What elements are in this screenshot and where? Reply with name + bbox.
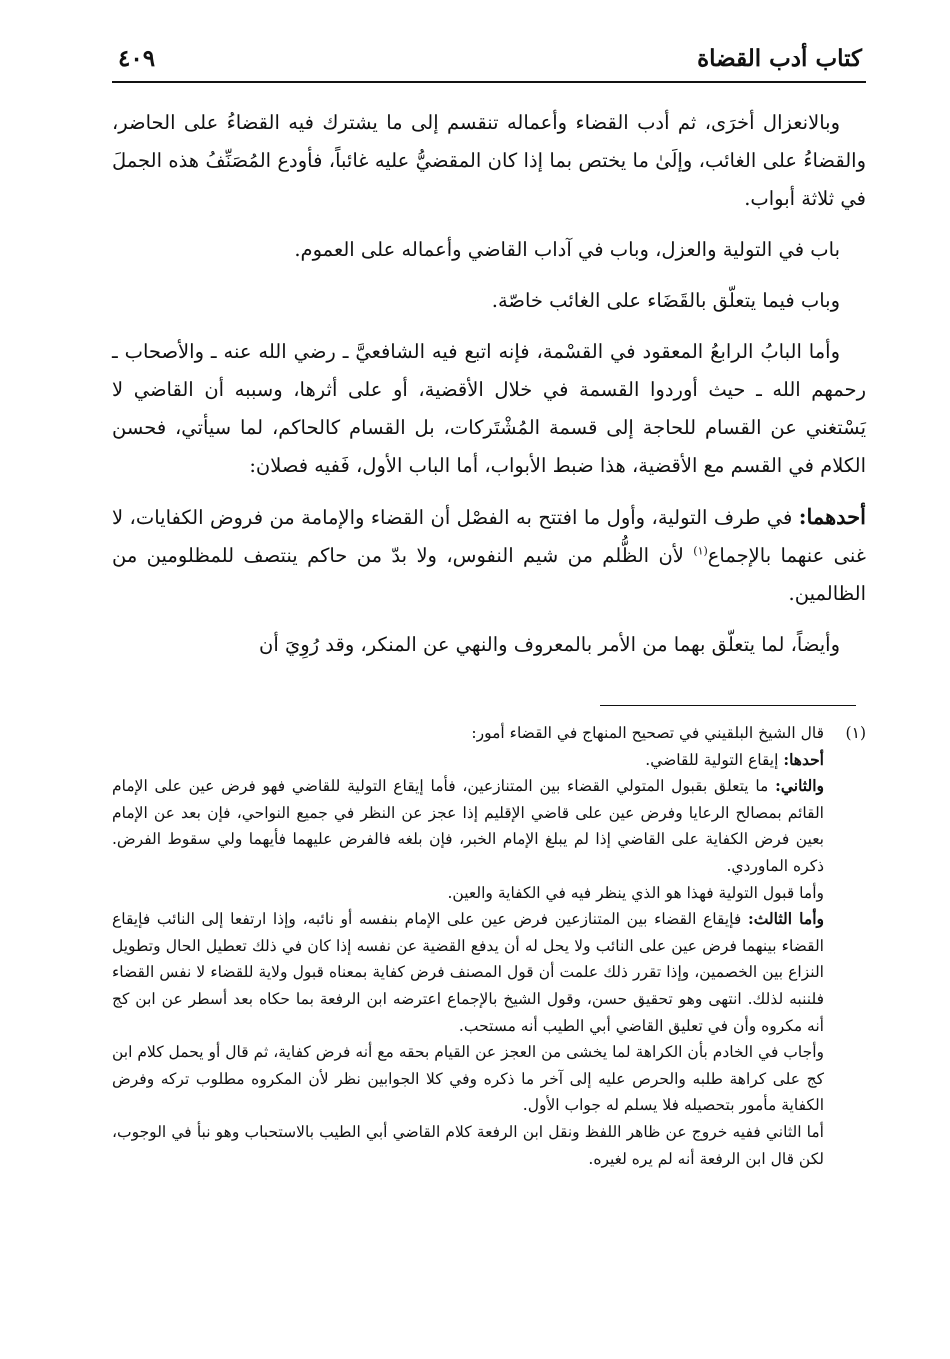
footnote-second-lead: والثاني: (775, 776, 824, 796)
running-header (118, 38, 862, 78)
section-lead: أحدهما: (798, 504, 866, 529)
footnote-second-text: ما يتعلق بقبول المتولي القضاء بين المتنازعين، فأما إيقاع التولية للقاضي فهو فرض عين على الإمام القائم بمصالح الرعايا وفرض عين على قاضي الإقليم إذا عجز عن النظر في جميع النواحي، فإن بعد عن الإمام بعين فرض الكفاية على القاضي إذا لم يبلغ الإمام الخبر، فإن بلغه فالفرض عليهما فأيهما ولي سقوط الفرض. ذكره الماوردي. (112, 777, 824, 875)
footnote-second-more: وأما قبول التولية فهذا هو الذي ينظر فيه في الكفاية والعين. (447, 883, 824, 902)
footnote-rule (600, 705, 856, 706)
paragraph-first-section (112, 498, 866, 613)
footnote-second (112, 773, 824, 879)
footnote-number: (١) (845, 724, 866, 742)
footnote-intro: قال الشيخ البلقيني في تصحيح المنهاج في القضاء أمور: (471, 724, 824, 742)
main-text (112, 104, 866, 664)
paragraph: وبالانعزال أخرَى، ثم أدب القضاء وأعماله تنقسم إلى ما يشترك فيه القضاءُ على الحاضر، والقضاءُ على الغائب، وإلَىٰ ما يختص بما إذا كان المقضيُّ عليه غائباً، فأودع المُصَنِّفُ هذه الجملَ في ثلاثة أبواب. (112, 111, 866, 210)
footnote-first-text: إيقاع التولية للقاضي. (645, 750, 784, 769)
footnote-answer: وأجاب في الخادم بأن الكراهة لما يخشى من العجز عن القيام بحقه مع أنه فرض كفاية، ثم قال أو يحمل كلام ابن كج على كراهة طلبه والحرص عليه إلى آخر ما ذكره وفي كلا الجوابين نظر لأن المكروه مطلوب تركه وفرض الكفاية مأمور بتحصيله فلا يسلم له جواب الأول. (112, 1043, 824, 1115)
section-text-continued: لأن الظُّلم من شيم النفوس، ولا بدّ من حاكم ينتصف للمظلومين من الظالمين. (112, 544, 866, 605)
footnote-reference[interactable]: (١) (693, 544, 708, 558)
page-number: ٤٠٩ (118, 44, 156, 72)
footnote-first-lead: أحدها: (783, 749, 824, 769)
footnote-body (112, 720, 824, 1172)
footnote-first (112, 747, 824, 774)
header-rule (112, 81, 866, 83)
paragraph: وأما البابُ الرابعُ المعقود في القسْمة، فإنه اتبع فيه الشافعيَّ ـ رضي الله عنه ـ والأصحاب ـ رحمهم الله ـ حيث أوردوا القسمة في خلال الأقضية، أو على أثرها، وسببه أن القاضي لا يَسْتغني عن القسام للحاجة إلى قسمة المُشْتَركات، بل القسام كالحاكم، لما سيأتي، فحسن الكلام في القسم مع الأقضية، هذا ضبط الأبواب، أما الباب الأول، فَفيه فصلان: (112, 340, 866, 477)
footnote-third-lead: وأما الثالث: (747, 909, 824, 929)
paragraph: وأيضاً، لما يتعلّق بهما من الأمر بالمعروف والنهي عن المنكر، وقد رُوِيَ أن (259, 633, 840, 656)
paragraph: باب في التولية والعزل، وباب في آداب القاضي وأعماله على العموم. (294, 238, 840, 261)
paragraph: وباب فيما يتعلّق بالقَضَاء على الغائب خاصّة. (491, 289, 840, 312)
footnote-third-text: فإيقاع القضاء بين المتنازعين فرض عين على الإمام بنفسه أو نائبه، وإذا ارتفعا إلى النائب فإيقاع القضاء بينهما فرض عين على النائب ولا يحل له أن يدفع القضية عن نفسه إذا كان في ذلك تعطيل الحال وتطويل النزاع بين الخصمين، وإذا تقرر ذلك علمت أن قول المصنف فرض كفاية بمعناه قبول ولاية للقضاء لا نفس القضاء فلننبه لذلك. انتهى وهو تحقيق حسن، وقول الشيخ بالإجماع اعترضه ابن الرفعة بما حكاه بعد أسطر عن ابن كج أنه مكروه وأن في تعليق القاضي أبي الطيب أنه مستحب. (112, 910, 824, 1035)
footnote-item (112, 720, 866, 1172)
header-title: كتاب أدب القضاة (697, 44, 862, 72)
footnotes (112, 720, 866, 1172)
footnote-second-answer: أما الثاني ففيه خروج عن ظاهر اللفظ ونقل ابن الرفعة كلام القاضي أبي الطيب بالاستحباب وهو نبأ في الوجوب، لكن قال ابن الرفعة أنه لم يره لغيره. (112, 1122, 824, 1168)
section-text: في طرف التولية، وأول ما افتتح به الفصْل أن القضاء والإمامة من فروض الكفايات، لا غنى عنهما بالإجماع (112, 506, 866, 567)
footnote-third (112, 906, 824, 1039)
